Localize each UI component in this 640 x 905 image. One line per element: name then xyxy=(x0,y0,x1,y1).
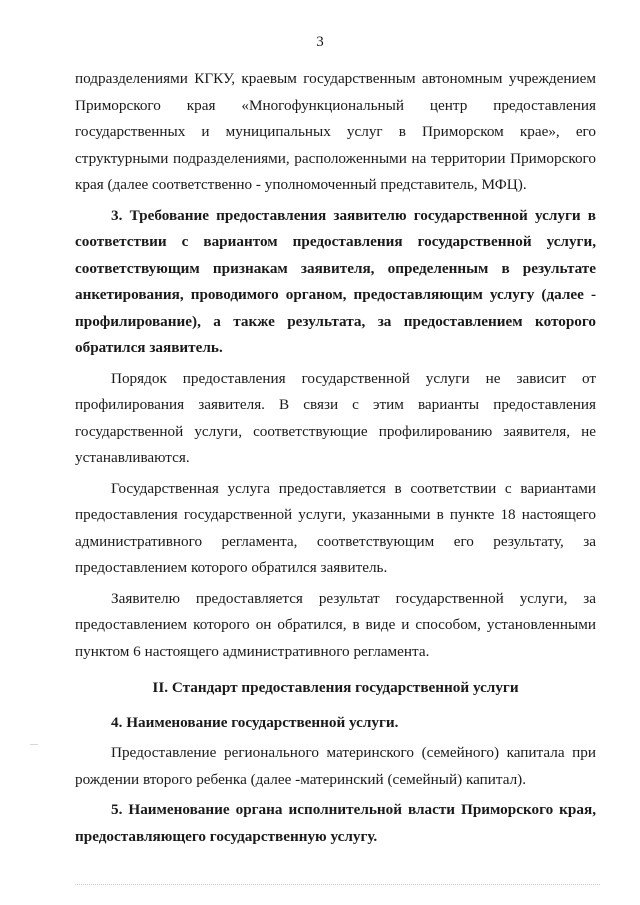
heading-5: 5. Наименование органа исполнительной власти Приморского края, предоставляющего государственную услугу. xyxy=(75,801,596,845)
paragraph-2: Порядок предоставления государственной услуги не зависит от профилирования заявителя. В связи с этим варианты предоставления государственной услуги, соответствующие профилированию заявителя, не устанавливаются. xyxy=(75,369,596,466)
page-number: 3 xyxy=(316,34,324,50)
section-2-title: II. Стандарт предоставления государственной услуги xyxy=(152,679,519,696)
heading-3: 3. Требование предоставления заявителю государственной услуги в соответствии с вариантом предоставления государственной услуги, соответствующим признакам заявителя, определенным в результате анкетирования, проводимого органом, предоставляющим услугу (далее - профилирование), а также результата, за предоставлением которого обратился заявитель. xyxy=(75,206,596,356)
scan-margin-mark xyxy=(30,744,38,745)
paragraph-5: Предоставление регионального материнского (семейного) капитала при рождении второго ребенка (далее -материнский (семейный) капитал). xyxy=(75,744,596,788)
heading-4: 4. Наименование государственной услуги. xyxy=(111,713,399,731)
paragraph-1: подразделениями КГКУ, краевым государственным автономным учреждением Приморского края «Многофункциональный центр предоставления государственных и муниципальных услуг в Приморском крае», его структурными подразделениями, расположенными на территории Приморского края (далее соответственно - уполномоченный представитель, МФЦ). xyxy=(75,70,596,193)
paragraph-3: Государственная услуга предоставляется в соответствии с вариантами предоставления государственной услуги, указанными в пункте 18 настоящего административного регламента, соответствующим его результату, за предоставлением которого обратился заявитель. xyxy=(75,479,596,576)
document-body xyxy=(75,66,596,850)
paragraph-4: Заявителю предоставляется результат государственной услуги, за предоставлением которого он обратился, в виде и способом, установленными пунктом 6 настоящего административного регламента. xyxy=(75,589,596,660)
scan-footer-dots xyxy=(75,884,600,889)
